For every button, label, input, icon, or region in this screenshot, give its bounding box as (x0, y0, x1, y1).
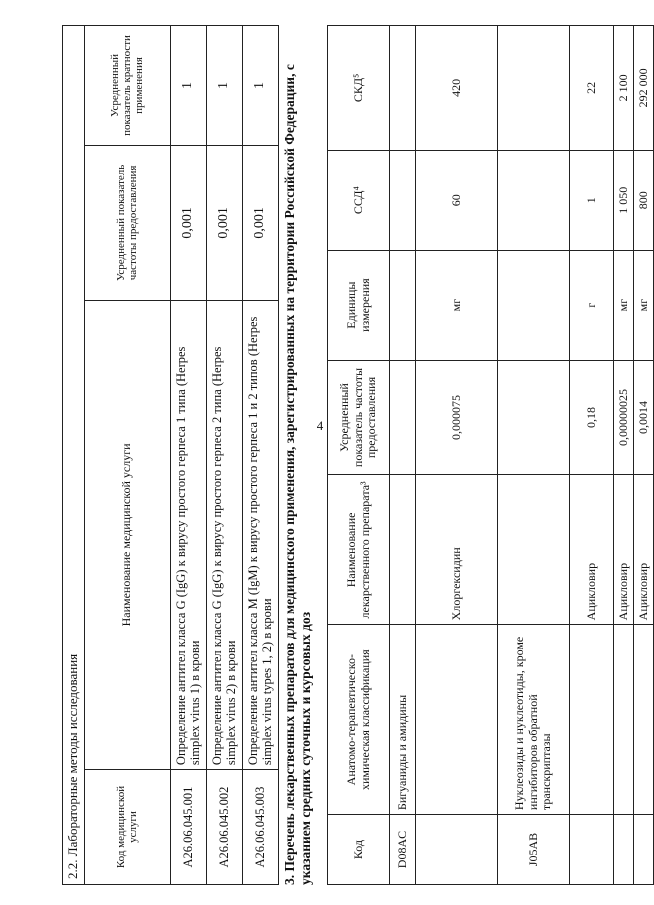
drug-frequency: 0,00000025 (614, 360, 634, 475)
drug-name (498, 475, 570, 625)
table-row (242, 26, 278, 885)
header-code: Код (328, 815, 390, 885)
lab-section-title: 2.2. Лабораторные методы исследования (63, 26, 85, 885)
drug-code: J05AB (498, 815, 570, 885)
service-code: A26.06.045.003 (242, 770, 278, 885)
drug-name: Ацикловир (570, 475, 614, 625)
lab-methods-table (62, 25, 279, 885)
drug-name (390, 475, 416, 625)
service-code: A26.06.045.001 (170, 770, 206, 885)
drug-ssd: 60 (416, 150, 498, 250)
header-multiplicity: Усредненный показатель кратности применения (84, 26, 170, 146)
service-multiplicity: 1 (206, 26, 242, 146)
drug-section-title: 3. Перечень лекарственных препаратов для медицинского применения, зарегистрированных на территории Российской Федерации, с указанием средних суточных и курсовых доз (282, 64, 313, 885)
service-name: Определение антител класса M (IgM) к вирусу простого герпеса 1 и 2 типов (Herpes simplex virus types 1, 2) в крови (242, 300, 278, 769)
drug-frequency (498, 360, 570, 475)
service-frequency: 0,001 (242, 145, 278, 300)
drug-skd: 2 100 (614, 26, 634, 151)
drug-unit: мг (614, 250, 634, 360)
drug-atc (614, 625, 634, 815)
drug-name: Ацикловир (614, 475, 634, 625)
table-row (614, 26, 634, 885)
drug-frequency: 0,000075 (416, 360, 498, 475)
drug-unit: г (570, 250, 614, 360)
header-service-code: Код медицинской услуги (84, 770, 170, 885)
drug-code: D08AC (390, 815, 416, 885)
drug-atc: Нуклеозиды и нуклеотиды, кроме ингибиторов обратной транскриптазы (498, 625, 570, 815)
drug-skd: 420 (416, 26, 498, 151)
drug-frequency: 0,18 (570, 360, 614, 475)
drug-ssd (498, 150, 570, 250)
drug-code (416, 815, 498, 885)
drug-unit: мг (416, 250, 498, 360)
drug-atc (634, 625, 654, 815)
drug-atc: Бигуаниды и амидины (390, 625, 416, 815)
drug-frequency: 0,0014 (634, 360, 654, 475)
drug-list-table (327, 25, 654, 885)
header-drug-name: Наименование лекарственного препарата³ (328, 475, 390, 625)
drug-skd: 22 (570, 26, 614, 151)
drug-name: Ацикловир (634, 475, 654, 625)
drug-ssd: 800 (634, 150, 654, 250)
service-multiplicity: 1 (170, 26, 206, 146)
service-name: Определение антител класса G (IgG) к вирусу простого герпеса 2 типа (Herpes simplex virus 2) в крови (206, 300, 242, 769)
drug-unit: мг (634, 250, 654, 360)
drug-skd (498, 26, 570, 151)
service-code: A26.06.045.002 (206, 770, 242, 885)
drug-atc (416, 625, 498, 815)
drug-frequency (390, 360, 416, 475)
table-row (570, 26, 614, 885)
drug-skd: 292 000 (634, 26, 654, 151)
service-multiplicity: 1 (242, 26, 278, 146)
service-frequency: 0,001 (170, 145, 206, 300)
table-row (170, 26, 206, 885)
service-name: Определение антител класса G (IgG) к вирусу простого герпеса 1 типа (Herpes simplex virus 1) в крови (170, 300, 206, 769)
table-row (498, 26, 570, 885)
header-unit: Единицы измерения (328, 250, 390, 360)
table-row (634, 26, 654, 885)
table-row (206, 26, 242, 885)
rotated-content (62, 25, 650, 885)
drug-skd (390, 26, 416, 151)
page-number: 4 (316, 418, 324, 433)
header-frequency: Усредненный показатель частоты предоставления (328, 360, 390, 475)
drug-code (634, 815, 654, 885)
drug-atc (570, 625, 614, 815)
header-atc: Анатомо-терапевтическо-химическая классификация (328, 625, 390, 815)
service-frequency: 0,001 (206, 145, 242, 300)
drug-code (570, 815, 614, 885)
drug-code (614, 815, 634, 885)
header-service-name: Наименование медицинской услуги (84, 300, 170, 769)
drug-name: Хлоргексидин (416, 475, 498, 625)
table-row (390, 26, 416, 885)
drug-unit (498, 250, 570, 360)
drug-ssd (390, 150, 416, 250)
header-ssd: ССД⁴ (328, 150, 390, 250)
drug-unit (390, 250, 416, 360)
drug-ssd: 1 (570, 150, 614, 250)
table-row (416, 26, 498, 885)
header-frequency: Усредненный показатель частоты предоставления (84, 145, 170, 300)
header-skd: СКД⁵ (328, 26, 390, 151)
drug-ssd: 1 050 (614, 150, 634, 250)
